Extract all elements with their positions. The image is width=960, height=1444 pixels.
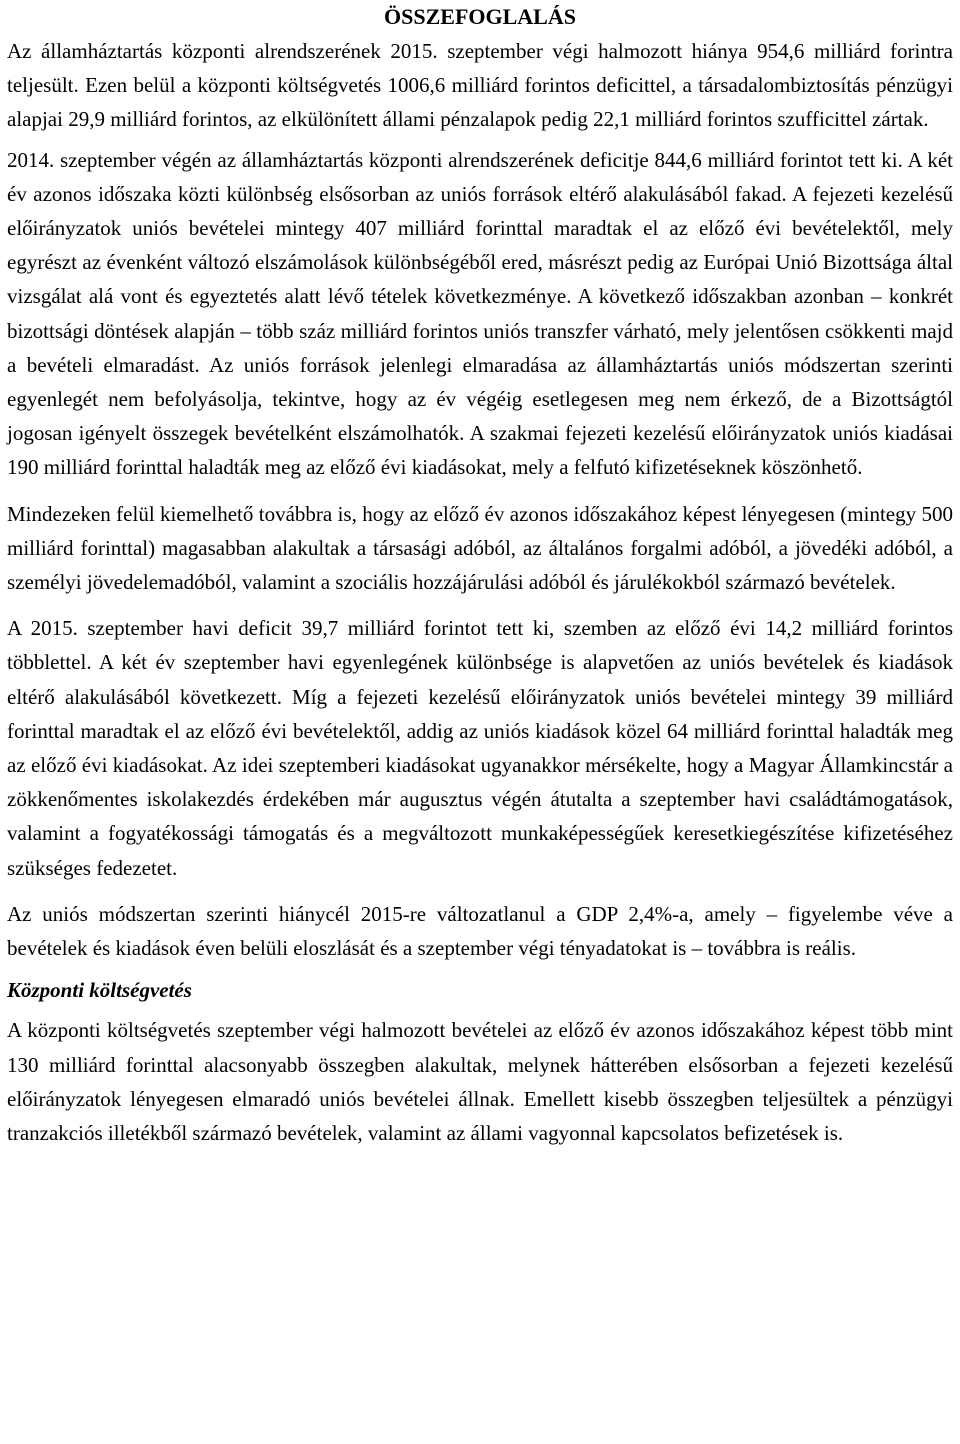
- paragraph-3: Mindezeken felül kiemelhető továbbra is, hogy az előző év azonos időszakához képest lényegesen (mintegy 500 milliárd forinttal) magasabban alakultak a társasági adóból, az általános forgalmi adóból, a jövedéki adóból, a személyi jövedelemadóból, valamint a szociális hozzájárulási adóból és járulékokból származó bevételek.: [7, 501, 953, 595]
- section-heading: Központi költségvetés: [7, 978, 192, 1003]
- paragraph-2: 2014. szeptember végén az államháztartás központi alrendszerének deficitje 844,6 milliárd forintot tett ki. A két év azonos időszaka közti különbség elsősorban az uniós források eltérő alakulásából fakad. A fejezeti kezelésű előirányzatok uniós bevételei mintegy 407 milliárd forinttal maradtak el az előző évi bevételektől, mely egyrészt az évenként változó elszámolások különbségéből ered, másrészt pedig az Európai Unió Bizottsága által vizsgálat alá vont és egyeztetés alatt lévő tételek következménye. A következő időszakban azonban – konkrét bizottsági döntések alapján – több száz milliárd forintos uniós transzfer várható, mely jelentősen csökkenti majd a bevételi elmaradást. Az uniós források jelenlegi elmaradása az államháztartás uniós módszertan szerinti egyenlegét nem befolyásolja, tekintve, hogy az év végéig esetlegesen meg nem érkező, de a Bizottságtól jogosan igényelt összegek bevételként elszámolhatók. A szakmai fejezeti kezelésű előirányzatok uniós kiadásai 190 milliárd forinttal haladták meg az előző évi kiadásokat, mely a felfutó kifizetéseknek köszönhető.: [7, 147, 953, 480]
- page-title: ÖSSZEFOGLALÁS: [384, 4, 576, 29]
- document-page: [7, 0, 953, 1150]
- paragraph-5: Az uniós módszertan szerinti hiánycél 2015-re változatlanul a GDP 2,4%-a, amely – figyelembe véve a bevételek és kiadások éven belüli eloszlását és a szeptember végi tényadatokat is – továbbra is reális.: [7, 901, 953, 961]
- paragraph-1: Az államháztartás központi alrendszerének 2015. szeptember végi halmozott hiánya 954,6 milliárd forintra teljesült. Ezen belül a központi költségvetés 1006,6 milliárd forintos deficittel, a társadalombiztosítás pénzügyi alapjai 29,9 milliárd forintos, az elkülönített állami pénzalapok pedig 22,1 milliárd forintos szufficittel zártak.: [7, 39, 953, 132]
- paragraph-4: A 2015. szeptember havi deficit 39,7 milliárd forintot tett ki, szemben az előző évi 14,2 milliárd forintos többlettel. A két év szeptember havi egyenlegének különbsége is alapvetően az uniós bevételek és kiadások eltérő alakulásából következett. Míg a fejezeti kezelésű előirányzatok uniós bevételei mintegy 39 milliárd forinttal maradtak el az előző évi bevételektől, addig az uniós kiadások közel 64 milliárd forinttal haladták meg az előző évi kiadásokat. Az idei szeptemberi kiadásokat ugyanakkor mérsékelte, hogy a Magyar Államkincstár a zökkenőmentes iskolakezdés érdekében már augusztus végén átutalta a szeptember havi családtámogatások, valamint a fogyatékossági támogatás és a megváltozott munkaképességűek keresetkiegészítése kifizetéséhez szükséges fedezetet.: [7, 616, 953, 880]
- paragraph-6: A központi költségvetés szeptember végi halmozott bevételei az előző év azonos időszakához képest több mint 130 milliárd forinttal alacsonyabb összegben alakultak, melynek hátterében elsősorban a fejezeti kezelésű előirányzatok lényegesen elmaradó uniós bevételei állnak. Emellett kisebb összegben teljesültek a pénzügyi tranzakciós illetékből származó bevételek, valamint az állami vagyonnal kapcsolatos befizetések is.: [7, 1018, 953, 1146]
